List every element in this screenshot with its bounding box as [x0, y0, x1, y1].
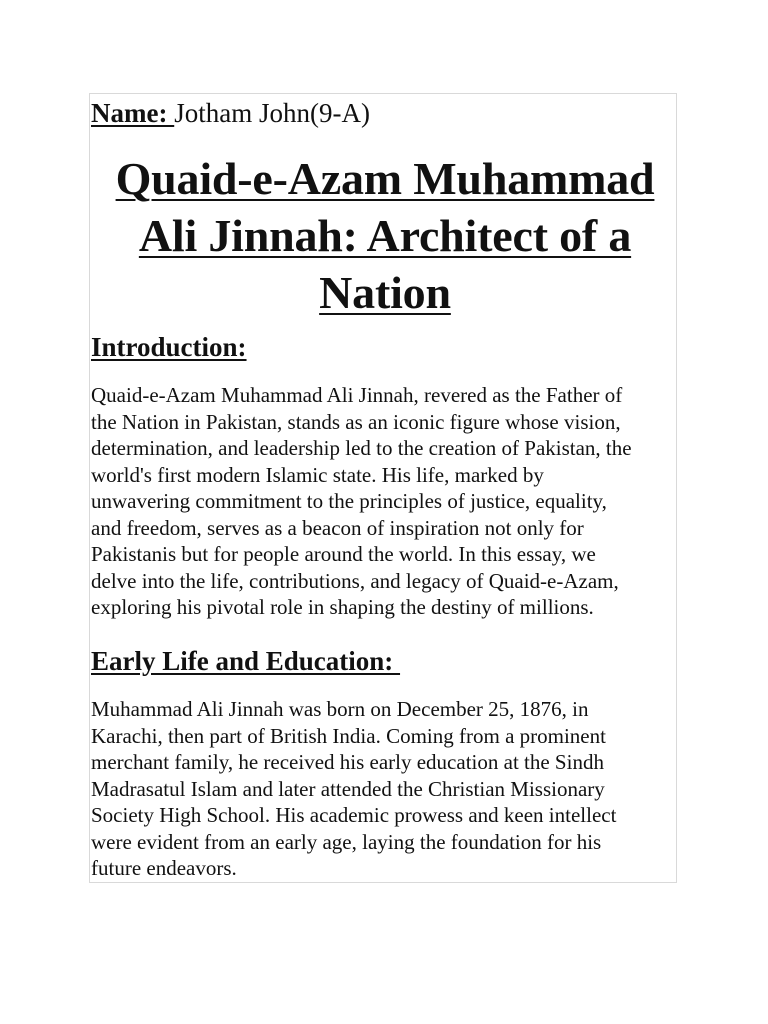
paragraph-line: future endeavors. — [91, 856, 237, 880]
paragraph-line: merchant family, he received his early education at the Sindh — [91, 750, 604, 774]
paragraph-line: exploring his pivotal role in shaping the destiny of millions. — [91, 595, 594, 619]
section-heading-introduction: Introduction: — [91, 332, 247, 362]
paragraph-line: Society High School. His academic prowess and keen intellect — [91, 803, 617, 827]
section-paragraph-introduction — [91, 382, 677, 621]
paragraph-line: Madrasatul Islam and later attended the Christian Missionary — [91, 776, 605, 801]
section-heading-early-life: Early Life and Education: — [91, 646, 401, 676]
paragraph-line: world's first modern Islamic state. His life, marked by — [91, 462, 544, 487]
paragraph-line: determination, and leadership led to the creation of Pakistan, the — [91, 436, 632, 460]
paragraph-line: delve into the life, contributions, and legacy of Quaid-e-Azam, — [91, 568, 619, 593]
paragraph-line: Muhammad Ali Jinnah was born on December 25, 1876, in — [91, 697, 589, 721]
paragraph-line: the Nation in Pakistan, stands as an iconic figure whose vision, — [91, 409, 621, 434]
paragraph-line: Karachi, then part of British India. Coming from a prominent — [91, 723, 606, 748]
title-line: Nation — [319, 267, 451, 318]
title-line: Quaid-e-Azam Muhammad — [115, 153, 655, 204]
name-value: Jotham John(9-A) — [174, 98, 370, 128]
section-paragraph-early-life — [91, 696, 677, 882]
paragraph-line: Pakistanis but for people around the world. In this essay, we — [91, 542, 596, 566]
paragraph-line: were evident from an early age, laying the foundation for his — [91, 829, 602, 854]
essay-title — [91, 150, 679, 321]
paragraph-line: and freedom, serves as a beacon of inspiration not only for — [91, 515, 584, 540]
title-line: Ali Jinnah: Architect of a — [138, 210, 632, 261]
student-name-line — [91, 96, 370, 130]
name-label: Name: — [91, 98, 175, 128]
paragraph-line: Quaid-e-Azam Muhammad Ali Jinnah, revered as the Father of — [91, 383, 623, 407]
paragraph-line: unwavering commitment to the principles of justice, equality, — [91, 489, 607, 513]
